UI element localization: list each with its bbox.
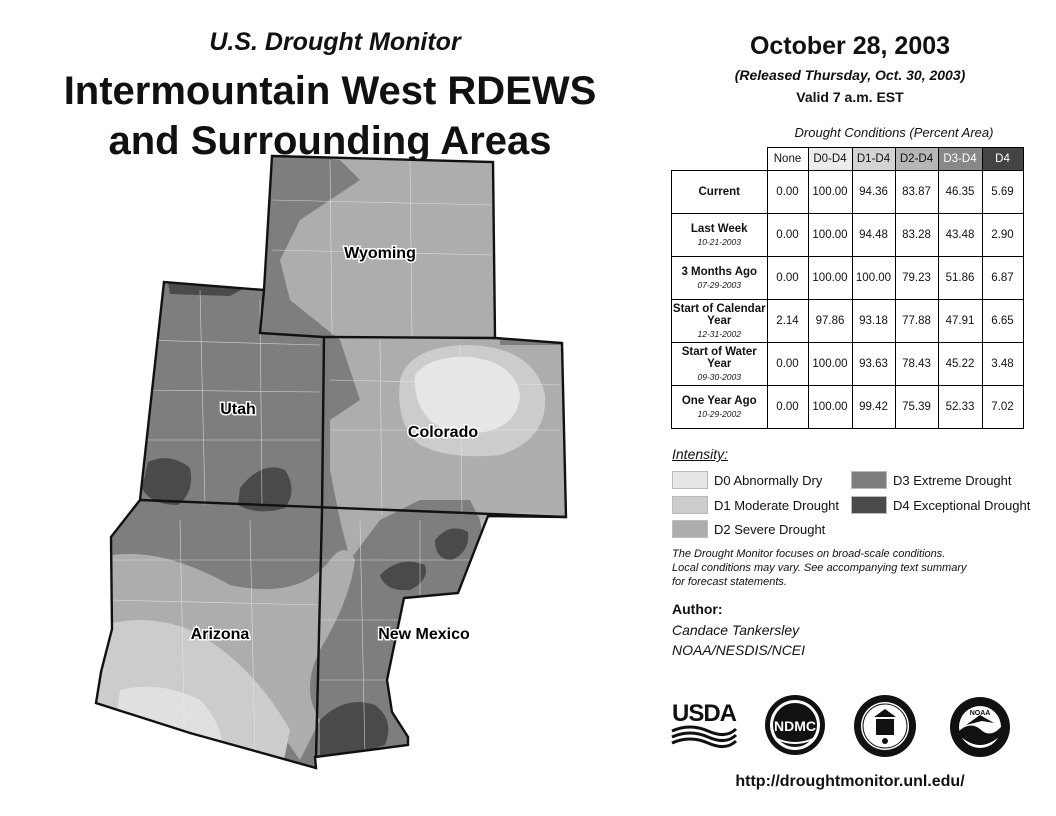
col-header-d3-d4: D3-D4 (938, 148, 982, 171)
state-label-wyoming: Wyoming (344, 245, 416, 262)
row-label: 3 Months Ago 07-29-2003 (672, 257, 768, 300)
valid-time: Valid 7 a.m. EST (796, 89, 904, 105)
legend-item-d2 (672, 520, 825, 538)
title-line-2: and Surrounding Areas (108, 119, 552, 163)
table-caption: Drought Conditions (Percent Area) (794, 125, 994, 140)
table-header-row (672, 148, 1024, 171)
legend-label: D2 Severe Drought (714, 521, 826, 537)
commerce-seal (852, 693, 918, 759)
author-block (672, 620, 805, 660)
table-cell: 45.22 (938, 343, 982, 386)
table-cell: 0.00 (767, 343, 808, 386)
author-org: NOAA/NESDIS/NCEI (672, 642, 806, 658)
col-header-d4: D4 (982, 148, 1023, 171)
table-cell: 43.48 (938, 214, 982, 257)
state-label-new-mexico: New Mexico (378, 626, 470, 643)
drought-conditions-table (671, 147, 1024, 429)
table-row (672, 214, 1024, 257)
table-cell: 97.86 (808, 300, 852, 343)
usda-logo (670, 695, 740, 750)
table-cell: 0.00 (767, 257, 808, 300)
note-line: The Drought Monitor focuses on broad-scale conditions. (672, 548, 946, 560)
drought-map (90, 150, 590, 780)
legend-item-d3 (851, 471, 1012, 489)
table-cell: 0.00 (767, 171, 808, 214)
table-cell: 2.90 (982, 214, 1023, 257)
table-row (672, 386, 1024, 429)
col-header-d2-d4: D2-D4 (895, 148, 938, 171)
table-cell: 46.35 (938, 171, 982, 214)
table-cell: 100.00 (808, 214, 852, 257)
table-cell: 83.87 (895, 171, 938, 214)
col-header-none: None (767, 148, 808, 171)
table-cell: 100.00 (808, 257, 852, 300)
table-cell: 99.42 (852, 386, 895, 429)
ndmc-logo (763, 693, 827, 757)
row-label: Current (672, 171, 768, 214)
table-cell: 79.23 (895, 257, 938, 300)
state-label-arizona: Arizona (190, 626, 250, 643)
table-cell: 0.00 (767, 214, 808, 257)
table-cell: 6.65 (982, 300, 1023, 343)
drought-shading (90, 150, 590, 780)
legend-title: Intensity: (672, 446, 729, 462)
legend-swatch (851, 496, 887, 514)
author-name: Candace Tankersley (672, 622, 800, 638)
table-cell: 75.39 (895, 386, 938, 429)
legend-label: D0 Abnormally Dry (714, 472, 823, 488)
legend-label: D1 Moderate Drought (714, 497, 840, 513)
table-cell: 94.48 (852, 214, 895, 257)
table-row (672, 343, 1024, 386)
table-cell: 47.91 (938, 300, 982, 343)
disclaimer-note (672, 547, 1032, 589)
note-line: for forecast statements. (672, 576, 787, 588)
svg-text:NOAA: NOAA (969, 710, 991, 717)
table-cell: 100.00 (852, 257, 895, 300)
author-heading: Author: (672, 601, 723, 617)
col-header-d0-d4: D0-D4 (808, 148, 852, 171)
state-label-colorado: Colorado (407, 424, 479, 441)
table-row (672, 171, 1024, 214)
legend-swatch (672, 520, 708, 538)
row-label: Last Week 10-21-2003 (672, 214, 768, 257)
table-cell: 0.00 (767, 386, 808, 429)
table-cell: 3.48 (982, 343, 1023, 386)
table-cell: 100.00 (808, 171, 852, 214)
table-cell: 5.69 (982, 171, 1023, 214)
col-header-d1-d4: D1-D4 (852, 148, 895, 171)
table-cell: 94.36 (852, 171, 895, 214)
table-cell: 6.87 (982, 257, 1023, 300)
table-cell: 77.88 (895, 300, 938, 343)
table-cell: 52.33 (938, 386, 982, 429)
legend-label: D3 Extreme Drought (893, 472, 1012, 488)
table-corner (672, 148, 768, 171)
noaa-logo (948, 695, 1012, 759)
legend-item-d0 (672, 471, 822, 489)
table-cell: 7.02 (982, 386, 1023, 429)
map-date: October 28, 2003 (749, 32, 951, 60)
legend-item-d1 (672, 496, 839, 514)
table-cell: 100.00 (808, 386, 852, 429)
release-date: (Released Thursday, Oct. 30, 2003) (734, 67, 966, 83)
table-row (672, 257, 1024, 300)
row-label: One Year Ago 10-29-2002 (672, 386, 768, 429)
legend-item-d4 (851, 496, 1030, 514)
note-line: Local conditions may vary. See accompanying text summary (672, 562, 967, 574)
table-cell: 93.63 (852, 343, 895, 386)
row-label: Start of Calendar Year 12-31-2002 (672, 300, 768, 343)
table-cell: 2.14 (767, 300, 808, 343)
table-cell: 51.86 (938, 257, 982, 300)
table-cell: 93.18 (852, 300, 895, 343)
svg-text:USDA: USDA (672, 700, 737, 727)
map-subtitle: U.S. Drought Monitor (209, 28, 461, 56)
svg-text:NDMC: NDMC (774, 718, 816, 734)
legend-label: D4 Exceptional Drought (893, 497, 1031, 513)
table-cell: 83.28 (895, 214, 938, 257)
table-cell: 78.43 (895, 343, 938, 386)
state-label-utah: Utah (220, 401, 256, 418)
legend-swatch (851, 471, 887, 489)
table-cell: 100.00 (808, 343, 852, 386)
legend-swatch (672, 496, 708, 514)
table-row (672, 300, 1024, 343)
title-line-1: Intermountain West RDEWS (63, 69, 597, 113)
legend-swatch (672, 471, 708, 489)
row-label: Start of Water Year 09-30-2003 (672, 343, 768, 386)
website-link[interactable]: http://droughtmonitor.unl.edu/ (735, 773, 965, 790)
